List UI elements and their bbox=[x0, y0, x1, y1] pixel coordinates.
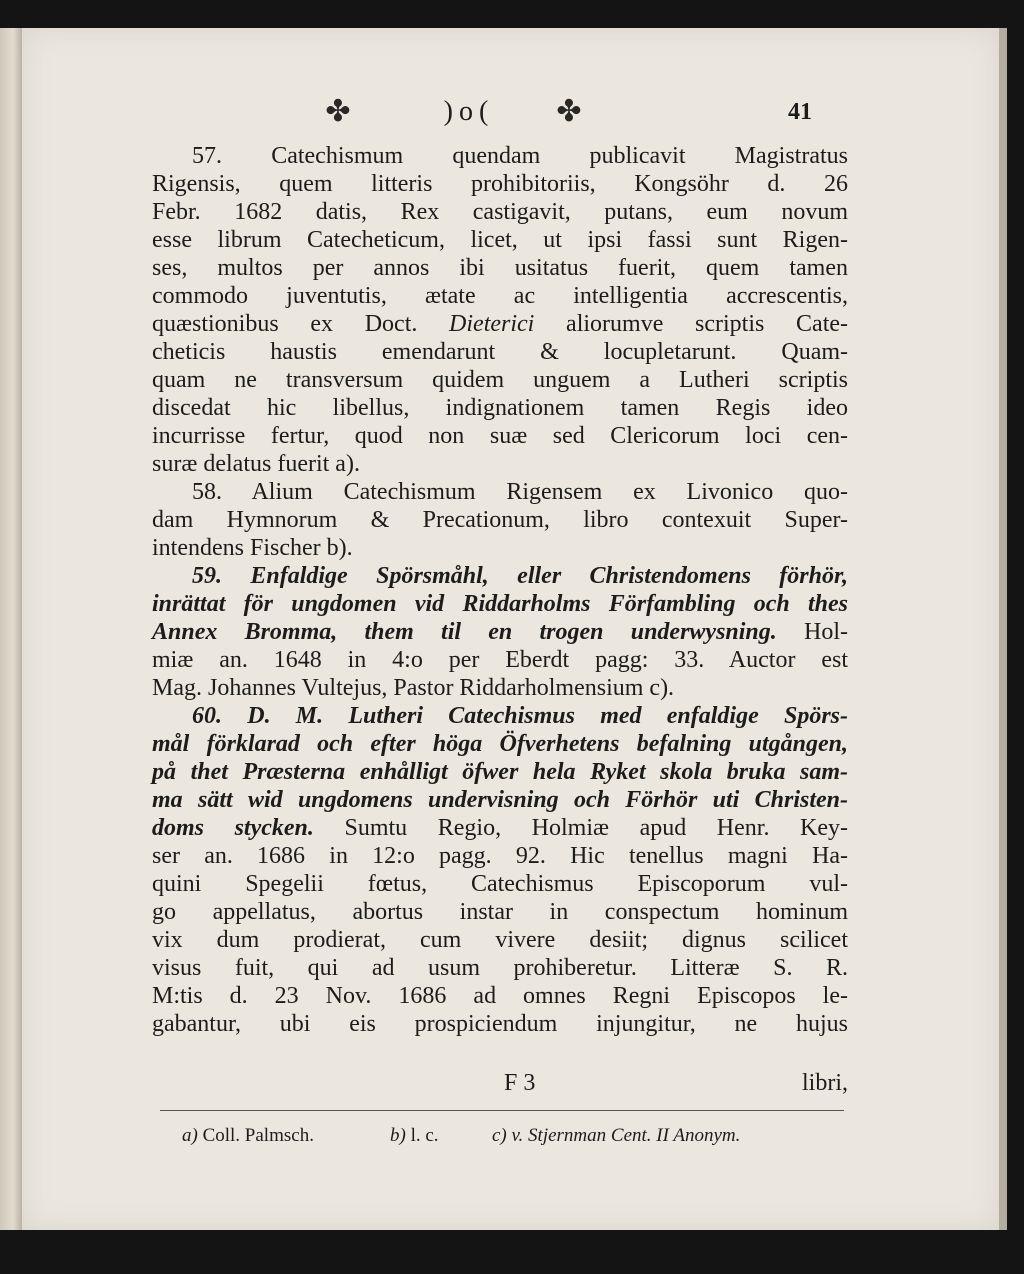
signature-line bbox=[152, 1069, 848, 1097]
text-line: miæ an. 1648 in 4:o per Eberdt pagg: 33. Auctor est bbox=[152, 647, 848, 673]
text-line: på thet Præsterna enhålligt öfwer hela Ryket skola bruka sam- bbox=[152, 759, 848, 785]
text-line: cheticis haustis emendarunt & locupletarunt. Quam- bbox=[152, 339, 848, 365]
text-line: mål förklarad och efter höga Öfverhetens befalning utgången, bbox=[152, 731, 848, 757]
footnote-text: l. c. bbox=[410, 1125, 439, 1146]
text-line: inrättat för ungdomen vid Riddarholms Förfambling och thes bbox=[152, 591, 848, 617]
footnote-mark: c) bbox=[492, 1125, 507, 1146]
text-line: Rigensis, quem litteris prohibitoriis, Kongsöhr d. 26 bbox=[152, 171, 848, 197]
fleuron-ornament-left: ✤ bbox=[325, 95, 351, 128]
italic-title: Annex Bromma, them til en trogen underwysning. bbox=[152, 619, 777, 645]
fleuron-ornament-right: ✤ bbox=[556, 95, 582, 128]
catchword: libri, bbox=[802, 1070, 848, 1096]
head-ornament-center: )o( bbox=[443, 96, 495, 127]
footnote-a bbox=[182, 1122, 314, 1150]
text-line: discedat hic libellus, indignationem tamen Regis ideo bbox=[152, 395, 848, 421]
footnote-mark: a) bbox=[182, 1125, 198, 1146]
text-segment: Hol- bbox=[804, 619, 849, 645]
text-segment: quæstionibus ex Doct. bbox=[152, 311, 418, 337]
italic-title: doms stycken. bbox=[152, 815, 314, 841]
text-line: visus fuit, qui ad usum prohiberetur. Litteræ S. R. bbox=[152, 955, 848, 981]
text-line: vix dum prodierat, cum vivere desiit; dignus scilicet bbox=[152, 927, 848, 953]
running-head bbox=[22, 94, 999, 134]
text-line: ser an. 1686 in 12:o pagg. 92. Hic tenellus magni Ha- bbox=[152, 843, 848, 869]
text-line: esse librum Catecheticum, licet, ut ipsi fassi sunt Rigen- bbox=[152, 227, 848, 253]
italic-name: Dieterici bbox=[449, 311, 535, 337]
text-line: go appellatus, abortus instar in conspectum hominum bbox=[152, 899, 848, 925]
text-line: intendens Fischer b). bbox=[152, 535, 353, 561]
text-line: 59. Enfaldige Spörsmåhl, eller Christendomens förhör, bbox=[192, 563, 848, 589]
footnote-c bbox=[492, 1122, 740, 1150]
body-text bbox=[152, 142, 848, 1038]
footnote-rule bbox=[160, 1110, 844, 1111]
text-line: ses, multos per annos ibi usitatus fuerit, quem tamen bbox=[152, 255, 848, 281]
text-line: suræ delatus fuerit a). bbox=[152, 451, 360, 477]
page-number: 41 bbox=[788, 99, 812, 125]
page-edge bbox=[999, 28, 1007, 1230]
text-line bbox=[152, 310, 848, 338]
text-line: dam Hymnorum & Precationum, libro contexuit Super- bbox=[152, 507, 848, 533]
footnote-mark: b) bbox=[390, 1125, 406, 1146]
signature-mark: F 3 bbox=[504, 1070, 536, 1096]
text-line bbox=[152, 618, 848, 646]
text-line: quini Spegelii fœtus, Catechismus Episcoporum vul- bbox=[152, 871, 848, 897]
text-line: commodo juventutis, ætate ac intelligentia accrescentis, bbox=[152, 283, 848, 309]
book-page bbox=[22, 28, 999, 1230]
text-segment: aliorumve scriptis Cate- bbox=[566, 311, 849, 337]
text-line: 58. Alium Catechismum Rigensem ex Livonico quo- bbox=[192, 479, 848, 505]
footnote-b bbox=[390, 1122, 439, 1150]
footnote-text: Coll. Palmsch. bbox=[202, 1125, 314, 1146]
footnotes bbox=[160, 1122, 860, 1152]
text-line: ma sätt wid ungdomens undervisning och Förhör uti Christen- bbox=[152, 787, 848, 813]
book-gutter bbox=[0, 28, 22, 1230]
text-line: gabantur, ubi eis prospiciendum injungitur, ne hujus bbox=[152, 1011, 848, 1037]
text-line: 60. D. M. Lutheri Catechismus med enfaldige Spörs- bbox=[192, 703, 848, 729]
text-line: Mag. Johannes Vultejus, Pastor Riddarholmensium c). bbox=[152, 675, 675, 701]
text-line: incurrisse fertur, quod non suæ sed Clericorum loci cen- bbox=[152, 423, 848, 449]
footnote-text: v. Stjernman Cent. II Anonym. bbox=[511, 1125, 741, 1146]
text-line: 57. Catechismum quendam publicavit Magistratus bbox=[192, 143, 848, 169]
text-line: Febr. 1682 datis, Rex castigavit, putans, eum novum bbox=[152, 199, 848, 225]
text-line: quam ne transversum quidem unguem a Lutheri scriptis bbox=[152, 367, 848, 393]
text-line bbox=[152, 814, 848, 842]
text-line: M:tis d. 23 Nov. 1686 ad omnes Regni Episcopos le- bbox=[152, 983, 848, 1009]
text-segment: Sumtu Regio, Holmiæ apud Henr. Key- bbox=[344, 815, 849, 841]
